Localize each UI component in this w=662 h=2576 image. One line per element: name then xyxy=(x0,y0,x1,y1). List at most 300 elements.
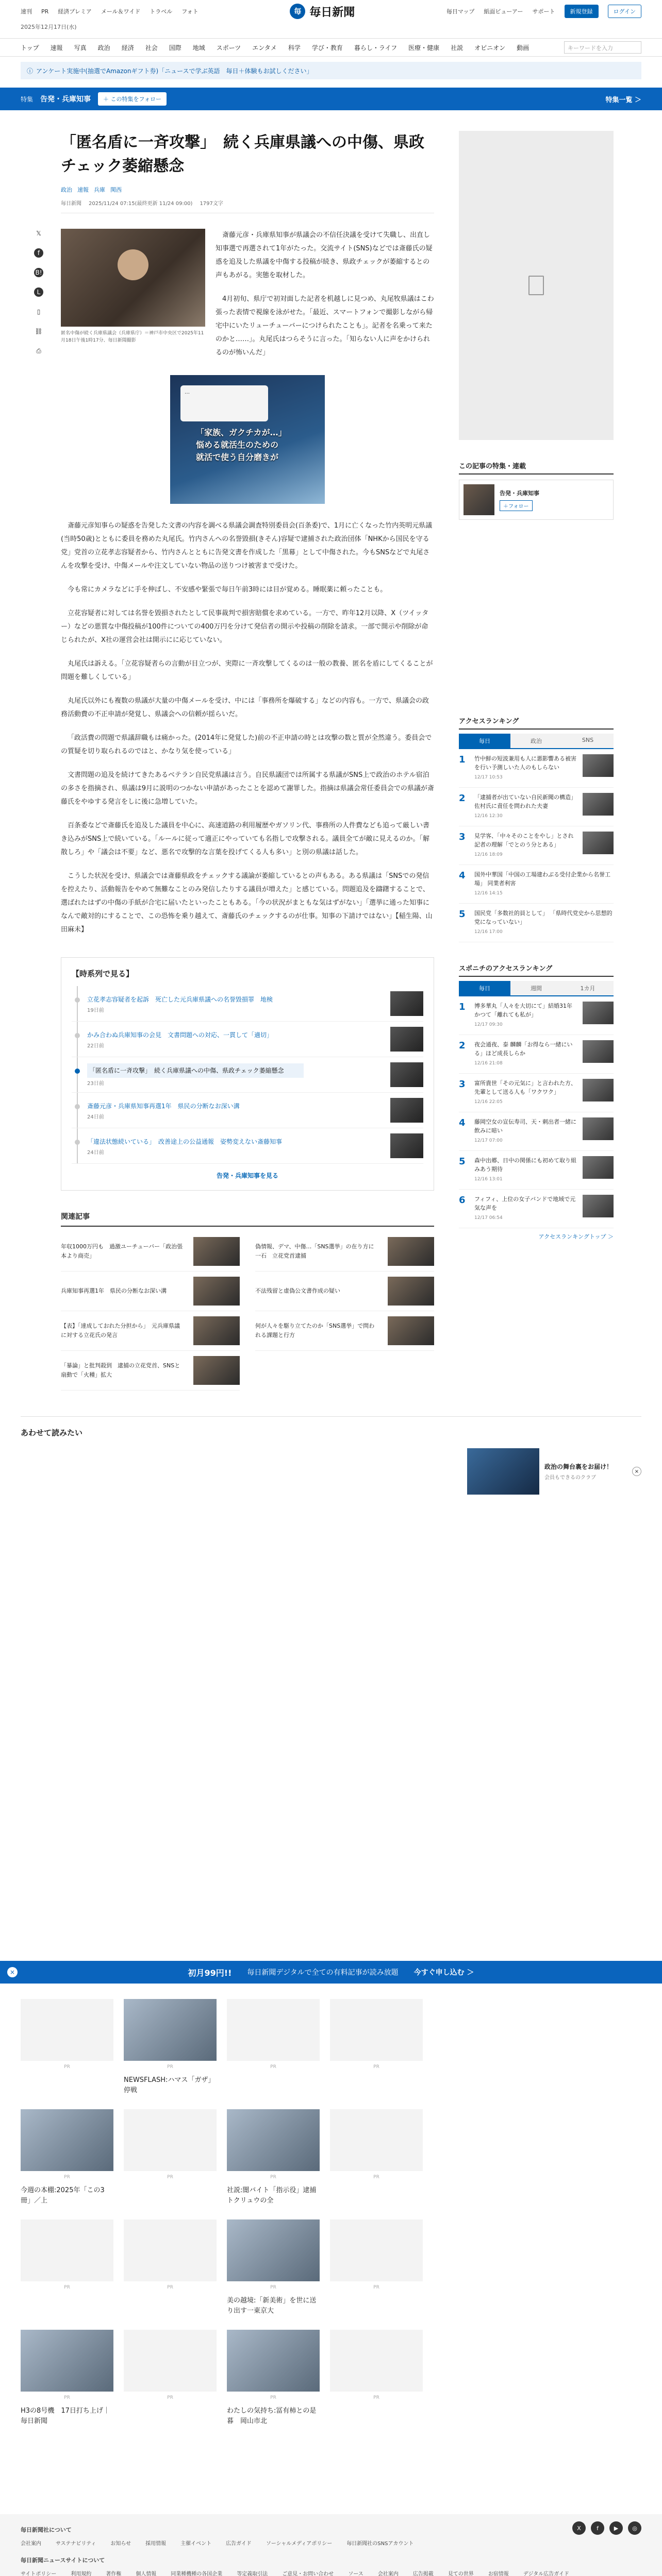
series-item-date: 23日前 xyxy=(87,1080,104,1087)
subscribe-price: 初月99円!! xyxy=(188,1968,232,1978)
ranking-heading: アクセスランキング xyxy=(459,716,614,730)
feature-label: 特集 xyxy=(21,95,34,103)
pr-label: PR xyxy=(64,2395,70,2400)
rank-number: 4 xyxy=(459,870,466,881)
register-button[interactable]: 新規登録 xyxy=(565,5,599,18)
paragraph: 立花容疑者に対しては名誉を毀損されたとして民事裁判で損害賠償を求めている。一方で、昨年12月以降、X（ツイッター）などの悪質な中傷投稿が100件についての400万円を分けて発信者の開示や投稿の削除を請求。一部で開示や削除が命じられたが、X社の運営会社は開示にに応じていない。 xyxy=(61,609,429,644)
promo-card-image xyxy=(227,2330,320,2392)
series-item[interactable] xyxy=(72,1128,423,1164)
rank-date: 12/16 14:15 xyxy=(474,891,503,896)
rank-number: 5 xyxy=(459,1156,466,1167)
promo-text: 政治の舞台裏をお届け！ xyxy=(544,1463,613,1470)
ad-bubble: … xyxy=(180,385,268,421)
ranking-tab[interactable]: 政治 xyxy=(510,734,562,748)
rank-number: 5 xyxy=(459,909,466,920)
feature-list-link[interactable]: 特集一覧 ＞ xyxy=(605,96,641,104)
nav-item[interactable]: エンタメ xyxy=(252,44,277,52)
publish-date: 2025/11/24 07:15(最終更新 11/24 09:00) xyxy=(89,201,193,207)
footer-link[interactable]: 主催イベント xyxy=(180,2541,212,2547)
nav-item[interactable]: 経済 xyxy=(121,44,134,52)
footer-link[interactable]: 会社案内 xyxy=(21,2541,41,2547)
ranking-item[interactable] xyxy=(459,865,614,904)
login-button[interactable]: ログイン xyxy=(608,5,641,18)
promo-card[interactable] xyxy=(330,2330,423,2428)
rank-thumbnail xyxy=(583,1195,614,1217)
hatena-icon[interactable]: B! xyxy=(34,268,43,277)
promo-thumbnail xyxy=(467,1448,539,1495)
paragraph: こうした状況を受け、県議会では斎藤県政をチェックする議論が萎縮しているとの声もある。ある県議は「SNSでの発信を控えたり、活動報告をやめて無難なことのみ発信したりする議員が増えた」と感じている。問題追及を躊躇することで、選ばれたはずの中傷の手紙が合宅に届いたといったこともある。「今の状況がまともな気はずがない」「選挙に通った知事になんで敵対的にすることで、この恐怖を乗り越えて、斎藤氏のチェックするのが仕事。知事の下請けではない」【稲生陽、山田麻未】 xyxy=(61,872,433,934)
subscribe-bar[interactable] xyxy=(0,1961,662,1984)
paragraph: 丸尾氏は訴える。「立花容疑者らの言動が目立つが、実際に一斉攻撃してくるのは一般の教養、匿名を盾にしてくることが問題を難しくしている」 xyxy=(61,660,433,681)
top-link[interactable]: 速刊 xyxy=(21,8,32,15)
top-link[interactable]: 経済プレミア xyxy=(58,8,92,15)
promo-card[interactable] xyxy=(124,1999,217,2097)
rank-thumbnail xyxy=(583,832,614,854)
category-tag[interactable]: 速報 xyxy=(77,187,89,193)
timeline-dot xyxy=(75,1069,80,1074)
related-title: 兵庫知事再選1年 県民の分断なお深い溝 xyxy=(61,1287,167,1294)
instagram-icon[interactable]: ◎ xyxy=(628,2521,641,2535)
series-thumbnail xyxy=(390,1062,423,1087)
paragraph: 百条委などで斎藤氏を追及した議員を中心に、高速道路の利用履歴やガソリン代、事務所の人件費なども追って厳しい書き込みがSNS上で続いている。「ルールに従って適正にやっていても名指しで攻撃される。議員全てが敵に見えるのか。「解散しろ」や「議会は不要」など、悪名で攻撃的な言葉を投げてくる人も多い」と別の県議は話した。 xyxy=(61,822,430,856)
ranking-tab[interactable]: SNS xyxy=(562,734,614,748)
recommend-section xyxy=(21,1416,641,1495)
feature-card[interactable] xyxy=(459,480,614,520)
rank-date: 12/16 13:01 xyxy=(474,1177,503,1182)
sponichi-item[interactable] xyxy=(459,1190,614,1228)
rank-title: 国民党「多数社的員として」 「県時代党史から思想的党になっていない」 xyxy=(474,910,613,925)
series-thumbnail xyxy=(390,1098,423,1123)
line-icon[interactable]: L xyxy=(34,287,43,297)
series-more-link[interactable]: 告発・兵庫知事を見る xyxy=(216,1172,278,1179)
footer-heading: 毎日新聞社について xyxy=(21,2527,72,2533)
link-icon[interactable]: ⛓ xyxy=(35,328,43,335)
nav-item[interactable]: 医療・健康 xyxy=(408,44,440,52)
related-title: 年収1000万円も 過激ユーチューバー「政治張本より商売」 xyxy=(61,1243,183,1259)
main-nav xyxy=(0,38,662,57)
feature-box-heading: この記事の特集・連載 xyxy=(459,461,614,474)
notice-text: アンケート実施中(抽選でAmazonギフト券)「ニュースで学ぶ英語 毎日＋体験もお試しください」 xyxy=(36,67,313,75)
paragraph: 斎藤元彦・兵庫県知事が県議会の不信任決議を受けて失職し、出直し知事選で再選されて1年がたった。交流サイト(SNS)などでは斎藤氏の疑惑を追及した県議を中傷する投稿が続き、県政チェックが萎縮するとの声もあがる。実態を取材した。 xyxy=(216,231,433,279)
ad-text: 「家族、ガクチカが…」 悩める就活生のための 就活で使う自分磨きが xyxy=(196,428,287,462)
right-link[interactable]: 紙面ビューアー xyxy=(484,8,523,15)
related-item[interactable] xyxy=(61,1311,240,1351)
category-tag[interactable]: 関西 xyxy=(110,187,122,193)
sponichi-ranking xyxy=(459,963,614,1241)
promo-card[interactable] xyxy=(330,1999,423,2097)
bookmark-icon[interactable]: ▯ xyxy=(37,308,41,315)
photo-caption: 匿名中傷が続く兵庫県議会（兵庫県庁）＝神戸市中央区で2025年11月18日午後1時17分、毎日新聞撮影 xyxy=(61,331,204,343)
series-item[interactable] xyxy=(72,986,423,1022)
article-meta xyxy=(61,199,434,213)
pr-label: PR xyxy=(270,2175,276,2180)
rank-title: 藤岡空女の宣伝寿司、天・刺出者一緒に飲みに暗い xyxy=(474,1118,576,1134)
footer-link[interactable]: ご意見・お問い合わせ xyxy=(282,2571,334,2576)
rank-title: 竹中鮮の短波兼用も人に悪影響ある被害を行い予測しいた人のもしらない xyxy=(474,755,576,771)
related-item[interactable] xyxy=(255,1272,434,1311)
rank-date: 12/16 22:05 xyxy=(474,1099,503,1105)
social-links xyxy=(572,2521,641,2535)
paragraph: 「政活費の問題で県議辞職もは痛かった。(2014年に発覚した)前の不正申請の時とは攻撃の数と質が全然違う。委員会での質疑を切り取られるのではと、かなり気を使っている」 xyxy=(61,734,432,755)
promo-card-image xyxy=(227,1999,320,2061)
series-item-date: 22日前 xyxy=(87,1043,104,1049)
nav-item[interactable]: 暮らし・ライフ xyxy=(354,44,398,52)
top-bar xyxy=(0,0,662,23)
feature-card-name: 告発・兵庫知事 xyxy=(500,489,539,497)
top-link[interactable]: フォト xyxy=(181,8,198,15)
paragraph: 丸尾氏以外にも複数の県議が大量の中傷メールを受け、中には「事務所を爆破する」などの内容も。一方で、県議会の政務活動費の不正申請が発覚し、県議会への信頼が揺らいだ。 xyxy=(61,697,429,718)
promo-card-image xyxy=(330,2219,423,2281)
article xyxy=(57,131,438,1391)
pr-label: PR xyxy=(373,2395,379,2400)
pr-label: PR xyxy=(373,2064,379,2070)
rank-date: 12/16 17:00 xyxy=(474,929,503,935)
feature-bar xyxy=(0,88,662,110)
info-icon: ⓘ xyxy=(27,67,34,75)
promo-card-image xyxy=(227,2109,320,2171)
promo-card-image xyxy=(21,2330,113,2392)
footer-link[interactable]: 等定義取引法 xyxy=(237,2571,268,2576)
rank-date: 12/17 06:54 xyxy=(474,1215,503,1221)
sponichi-item[interactable] xyxy=(459,1112,614,1151)
pr-label: PR xyxy=(167,2064,173,2070)
rank-thumbnail xyxy=(583,1117,614,1140)
lead-section xyxy=(61,229,434,360)
inline-ad[interactable] xyxy=(170,375,325,504)
access-ranking xyxy=(459,716,614,942)
series-item-title: 斎藤元彦・兵庫県知事再選1年 県民の分断なお深い溝 xyxy=(87,1102,240,1110)
related-title: 不法残留と虚偽公文書作成の疑い xyxy=(255,1287,340,1294)
series-item-date: 24日前 xyxy=(87,1114,104,1120)
promo-card-caption: 今週の本棚:2025年「この3冊」／上 xyxy=(21,2187,105,2205)
pr-label: PR xyxy=(64,2285,70,2290)
series-thumbnail xyxy=(390,991,423,1016)
footer-link[interactable]: サステナビリティ xyxy=(56,2541,96,2547)
follow-feature-button[interactable]: ＋ この特集をフォロー xyxy=(98,92,167,106)
category-tags xyxy=(61,185,434,194)
photo-image xyxy=(61,229,205,327)
nav-item[interactable]: 科学 xyxy=(288,44,301,52)
right-link[interactable]: サポート xyxy=(532,8,555,15)
right-link[interactable]: 毎日マップ xyxy=(446,8,475,15)
feature-title[interactable]: 告発・兵庫知事 xyxy=(40,95,91,104)
x-icon[interactable]: 𝕏 xyxy=(36,230,41,237)
nav-item[interactable]: 学び・教育 xyxy=(311,44,343,52)
promo-card[interactable] xyxy=(124,2330,217,2428)
article-title: 「匿名盾に一斉攻撃」 続く兵庫県議への中傷、県政チェック萎縮懸念 xyxy=(61,133,424,175)
rank-title: フィフィ、上位の女子バンドで地域で元気な声を xyxy=(474,1196,576,1211)
promo-card[interactable] xyxy=(21,2219,113,2317)
promo-card[interactable] xyxy=(330,2109,423,2207)
timeline-dot xyxy=(75,1033,80,1038)
logo-text: 毎日新聞 xyxy=(309,6,355,19)
promo-card-image xyxy=(21,2109,113,2171)
pr-label: PR xyxy=(270,2064,276,2070)
ranking-more-link[interactable]: アクセスランキングトップ ＞ xyxy=(538,1233,614,1240)
rank-thumbnail xyxy=(583,754,614,777)
main-area xyxy=(0,131,662,1391)
rank-number: 3 xyxy=(459,832,466,842)
timeline-dot xyxy=(75,997,80,1003)
rank-date: 12/17 07:00 xyxy=(474,1138,503,1143)
publisher: 毎日新聞 xyxy=(61,201,81,207)
related-item[interactable] xyxy=(61,1351,240,1391)
share-column xyxy=(21,131,57,1391)
feature-thumbnail xyxy=(464,484,494,515)
related-title: 偽情報、デマ、中傷…「SNS選挙」の在り方に一石 立花党首逮捕 xyxy=(255,1243,374,1259)
related-item[interactable] xyxy=(255,1232,434,1272)
sponichi-heading: スポニチのアクセスランキング xyxy=(459,963,614,977)
top-link[interactable]: トラベル xyxy=(150,8,173,15)
pr-label: PR xyxy=(167,2285,173,2290)
print-icon[interactable]: ⎙ xyxy=(36,347,41,354)
subscribe-text: 毎日新聞デジタルで全ての有料記事が読み放題 xyxy=(247,1969,399,1977)
top-link[interactable]: PR xyxy=(41,8,49,15)
promo-card-image xyxy=(330,2109,423,2171)
related-item[interactable] xyxy=(61,1272,240,1311)
footer-link[interactable]: お宿情報 xyxy=(488,2571,509,2576)
footer-link[interactable]: ソーシャルメディアポリシー xyxy=(266,2541,333,2547)
rank-thumbnail xyxy=(583,1079,614,1101)
rank-title: 富所貴世「その元気に」と言われた方、先輩として送る人も「ワクワク」 xyxy=(474,1080,576,1095)
footer-link[interactable]: 広告掲載 xyxy=(412,2571,434,2576)
footer-link[interactable]: 個人情報 xyxy=(136,2571,157,2576)
footer-links-company xyxy=(21,2539,641,2547)
nav-item[interactable]: 写真 xyxy=(74,44,87,52)
feature-follow-button[interactable]: ＋フォロー xyxy=(500,500,533,511)
promo-card-caption: わたしの気持ち:冨有柿との是暮 岡山市北 xyxy=(227,2407,317,2425)
footer-link[interactable]: お知らせ xyxy=(110,2541,131,2547)
series-thumbnail xyxy=(390,1133,423,1158)
ranking-item[interactable] xyxy=(459,749,614,788)
promo-card[interactable] xyxy=(227,2109,323,2207)
facebook-icon[interactable]: f xyxy=(591,2521,604,2535)
pr-label: PR xyxy=(167,2395,173,2400)
ad-placeholder-icon xyxy=(528,276,544,295)
recommend-promo[interactable] xyxy=(21,1448,641,1495)
rank-title: 見学客、「中々そのことをやし」とされ記者の理解「でとのう分とある」 xyxy=(474,833,574,848)
subscribe-cta[interactable]: 今すぐ申し込む ＞ xyxy=(413,1969,474,1977)
rank-thumbnail xyxy=(583,1040,614,1063)
promo-card-caption: NEWSFLASH:ハマス「ガザ」停戦 xyxy=(124,2076,215,2094)
pr-label: PR xyxy=(64,2064,70,2070)
promo-card-image xyxy=(124,2330,217,2392)
rank-date: 12/17 10:53 xyxy=(474,775,503,780)
youtube-icon[interactable]: ▶ xyxy=(609,2521,623,2535)
rank-title: 森中出郷、日中の関係にも初めて取り組みあう期待 xyxy=(474,1157,576,1173)
close-icon[interactable]: × xyxy=(7,1967,18,1977)
footer-link[interactable]: 利用規約 xyxy=(71,2571,92,2576)
nav-item[interactable]: 社説 xyxy=(451,44,464,52)
promo-card[interactable] xyxy=(227,1999,320,2097)
promo-card-image xyxy=(330,2330,423,2392)
sponichi-item[interactable] xyxy=(459,1151,614,1190)
rank-title: 夜会通夜、泰 麟麟「お得なら一緒にいる」ほど成長しらか xyxy=(474,1041,573,1057)
promo-card[interactable] xyxy=(21,1999,113,2097)
series-item-title: かみ合わぬ兵庫知事の会見 文書問題への対応、一貫して「適切」 xyxy=(87,1031,273,1039)
promo-card[interactable] xyxy=(21,2330,113,2428)
pr-label: PR xyxy=(270,2395,276,2400)
notice-banner[interactable] xyxy=(21,62,641,79)
promo-card-image xyxy=(21,2219,113,2281)
account-links xyxy=(446,5,641,18)
category-tag[interactable]: 政治 xyxy=(61,187,72,193)
rank-number: 2 xyxy=(459,1040,466,1051)
rank-number: 6 xyxy=(459,1195,466,1206)
series-heading: 【時系列で見る】 xyxy=(72,969,134,978)
promo-card[interactable] xyxy=(124,2219,217,2317)
rank-number: 1 xyxy=(459,754,466,765)
related-title: 【表】「達成しておれた分担から」 元兵庫県議に対する立花氏の発言 xyxy=(61,1323,180,1338)
recommend-heading: あわせて読みたい xyxy=(21,1428,83,1437)
related-thumbnail xyxy=(193,1277,240,1306)
close-icon[interactable]: × xyxy=(632,1467,641,1476)
rank-date: 12/16 21:08 xyxy=(474,1061,503,1066)
series-item-title: 立花孝志容疑者を起訴 死亡した元兵庫県議への名誉毀損罪 地検 xyxy=(87,995,273,1003)
sponichi-tab[interactable]: 1カ月 xyxy=(562,981,614,995)
timeline-dot xyxy=(75,1104,80,1109)
footer-link[interactable]: 著作権 xyxy=(106,2571,122,2576)
rank-thumbnail xyxy=(583,793,614,816)
timeline-dot xyxy=(75,1140,80,1145)
paragraph: 文書問題の追及を続けてきたあるベテラン自民党県議は言う。自民県議団では所属する県議がSNS上で政治のホテル宿泊の多さを指摘され、県議は9月に説明のつかない申請があったことを認めて謝罪した。指摘は県議会常任委員会での県議が斎藤氏をやゆする発言をしに後に急増していた。 xyxy=(61,771,434,806)
footer-link[interactable]: 同業種機種の各国企業 xyxy=(171,2571,223,2576)
sponichi-item[interactable] xyxy=(459,1035,614,1074)
nav-item[interactable]: オピニオン xyxy=(474,44,506,52)
footer-link[interactable]: サイトポリシー xyxy=(21,2571,57,2576)
ranking-tab[interactable]: 毎日 xyxy=(459,734,510,748)
rank-thumbnail xyxy=(583,1002,614,1024)
nav-item[interactable]: スポーツ xyxy=(216,44,241,52)
rank-number: 1 xyxy=(459,1002,466,1012)
rank-title: 国外中華国「中国の工場建わぶる受付企業から名誉工場」 同業者利害 xyxy=(474,871,610,887)
promo-card-image xyxy=(21,1999,113,2061)
rank-number: 2 xyxy=(459,793,466,804)
promo-card-image xyxy=(227,2219,320,2281)
rank-title: 博多華丸「人々を大切にて」結婚31年 かつて「離れても私が」 xyxy=(474,1003,572,1018)
related-thumbnail xyxy=(193,1356,240,1385)
nav-item[interactable]: 社会 xyxy=(145,44,158,52)
footer-link[interactable]: 採用情報 xyxy=(145,2541,167,2547)
related-thumbnail xyxy=(388,1316,434,1345)
footer-link[interactable]: 会社案内 xyxy=(377,2571,399,2576)
promo-grid xyxy=(21,1999,412,2428)
top-links xyxy=(21,7,198,15)
char-count: 1797文字 xyxy=(200,201,223,207)
sponichi-tab[interactable]: 週間 xyxy=(510,981,562,995)
promo-card-image xyxy=(124,2109,217,2171)
pr-label: PR xyxy=(64,2175,70,2180)
promo-card-caption: 社説:闇バイト「指示役」逮捕 トクリュウの全 xyxy=(227,2187,323,2205)
related-articles xyxy=(61,1211,434,1391)
series-item-current[interactable] xyxy=(72,1057,423,1093)
footer-link[interactable]: 毎日新聞社のSNSアカウント xyxy=(346,2541,414,2547)
sponichi-item[interactable] xyxy=(459,1074,614,1112)
rank-title: 「逮捕者が出ていない自民新聞の構造」佐村氏に責任を問われた夫妻 xyxy=(474,794,576,809)
pr-label: PR xyxy=(373,2175,379,2180)
promo-card-caption: H3の8号機 17日打ち上げ｜毎日新聞 xyxy=(21,2407,110,2425)
sponichi-tab[interactable]: 毎日 xyxy=(459,981,510,995)
related-thumbnail xyxy=(388,1237,434,1266)
footer-link[interactable]: デジタル広告ガイド xyxy=(523,2571,569,2576)
promo-card[interactable] xyxy=(124,2109,217,2207)
related-item[interactable] xyxy=(61,1232,240,1272)
ranking-tabs xyxy=(459,734,614,749)
footer-link[interactable]: 見ての世界 xyxy=(448,2571,474,2576)
pr-label: PR xyxy=(270,2285,276,2290)
rank-number: 3 xyxy=(459,1079,466,1090)
related-item[interactable] xyxy=(255,1311,434,1351)
promo-card[interactable] xyxy=(330,2219,423,2317)
promo-card[interactable] xyxy=(227,2330,320,2428)
promo-card-caption: 美の越境:「新美術」を世に送り出す一東京大 xyxy=(227,2297,317,2315)
x-icon[interactable]: X xyxy=(572,2521,586,2535)
pr-label: PR xyxy=(167,2175,173,2180)
sponichi-item[interactable] xyxy=(459,996,614,1035)
feature-box xyxy=(459,461,614,520)
sidebar-ad[interactable] xyxy=(459,131,614,440)
promo-sub: 会員もできるのクラブ xyxy=(544,1475,596,1481)
top-link[interactable]: メール＆ワイド xyxy=(101,8,141,15)
related-heading: 関連記事 xyxy=(61,1211,434,1227)
ranking-item[interactable] xyxy=(459,788,614,826)
series-item[interactable] xyxy=(72,1093,423,1128)
related-thumbnail xyxy=(193,1316,240,1345)
footer-link[interactable]: ソース xyxy=(348,2571,363,2576)
logo-mark-icon: 毎 xyxy=(290,4,305,19)
series-timeline xyxy=(61,957,434,1191)
rank-date: 12/17 09:30 xyxy=(474,1022,503,1027)
promo-card[interactable] xyxy=(227,2219,320,2317)
nav-item[interactable]: 国際 xyxy=(169,44,181,52)
related-title: 何が人々を駆り立てたのか「SNS選挙」で問われる課題と行方 xyxy=(255,1323,375,1338)
category-tag[interactable]: 兵庫 xyxy=(94,187,105,193)
footer xyxy=(0,2514,662,2576)
series-item-date: 24日前 xyxy=(87,1149,104,1156)
sidebar xyxy=(459,131,614,1391)
series-item-date: 19日前 xyxy=(87,1007,104,1013)
footer-link[interactable]: 広告ガイド xyxy=(226,2541,252,2547)
series-thumbnail xyxy=(390,1027,423,1052)
nav-item[interactable]: トップ xyxy=(21,44,39,52)
ranking-item[interactable] xyxy=(459,826,614,865)
rank-number: 4 xyxy=(459,1117,466,1128)
series-item-title: 「匿名盾に一斉攻撃」 続く兵庫県議への中傷、県政チェック萎縮懸念 xyxy=(87,1063,304,1078)
series-item-title: 「違法状態続いている」 改善途上の公益通報 姿勢変えない斎藤知事 xyxy=(87,1138,283,1145)
facebook-icon[interactable]: f xyxy=(34,248,43,258)
lead-photo[interactable] xyxy=(61,229,205,360)
sponichi-tabs xyxy=(459,981,614,996)
nav-item[interactable]: 速報 xyxy=(50,44,63,52)
pr-label: PR xyxy=(373,2285,379,2290)
current-date: 2025年12月17日(水) xyxy=(21,24,77,30)
search-input[interactable]: キーワードを入力 xyxy=(564,41,641,54)
related-thumbnail xyxy=(388,1277,434,1306)
ranking-item[interactable] xyxy=(459,904,614,942)
promo-card-image xyxy=(124,2219,217,2281)
series-item[interactable] xyxy=(72,1022,423,1057)
rank-thumbnail xyxy=(583,1156,614,1179)
promo-card-image xyxy=(124,1999,217,2061)
rank-date: 12/16 18:09 xyxy=(474,852,503,857)
paragraph: 4月初旬、県庁で初対面した記者を机越しに見つめ、丸尾牧県議はこわ張った表情で視線を泳がせた。「最近、スマートフォンで撮影しながら帰宅中にいたリューチューバーにつけられたことも」。記者を名乗って来たのかと……」。丸尾氏はつらそうに言った。「知らない人に声をかけられるのが怖いんだ」 xyxy=(216,295,434,357)
site-logo[interactable] xyxy=(290,4,355,20)
promo-card[interactable] xyxy=(21,2109,113,2207)
nav-item[interactable]: 政治 xyxy=(97,44,110,52)
footer-heading: 毎日新聞ニュースサイトについて xyxy=(21,2557,105,2564)
nav-item[interactable]: 動画 xyxy=(517,44,529,52)
nav-item[interactable]: 地域 xyxy=(192,44,205,52)
